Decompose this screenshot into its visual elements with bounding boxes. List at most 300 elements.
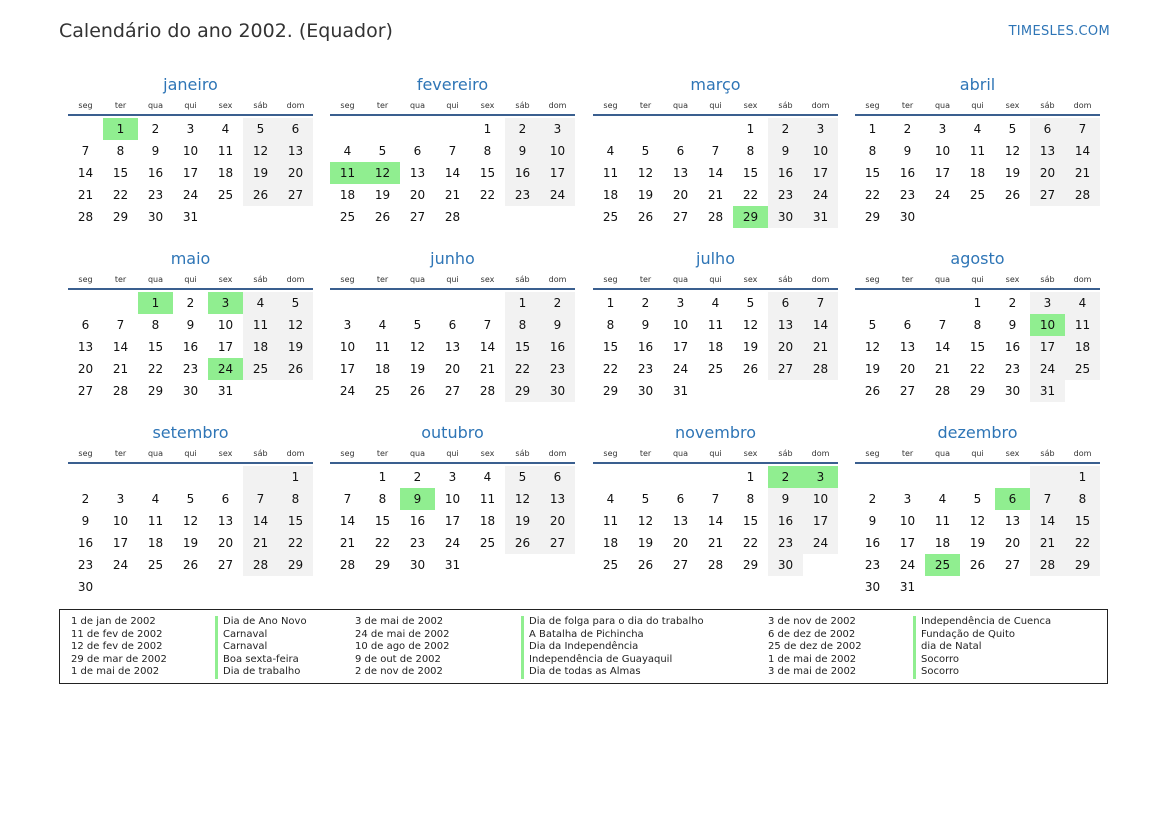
- holiday-day-cell: 3: [803, 466, 838, 488]
- day-cell: 9: [903, 144, 912, 158]
- weekday-label: ter: [639, 449, 652, 458]
- day-cell: 1: [1065, 466, 1100, 488]
- month-title: maio: [170, 249, 211, 268]
- site-link[interactable]: TIMESLES.COM: [1008, 24, 1110, 39]
- day-cell: 28: [707, 558, 724, 572]
- holiday-name: Independência de Guayaquil: [529, 653, 673, 665]
- day-cell: 25: [479, 536, 496, 550]
- weekday-label: seg: [865, 101, 880, 110]
- day-cell: 16: [637, 340, 654, 354]
- day-cell: 11: [147, 514, 164, 528]
- month-julho: [593, 246, 838, 402]
- day-cell: 16: [1004, 340, 1021, 354]
- weekday-label: sáb: [1040, 101, 1055, 110]
- day-cell: 18: [969, 166, 986, 180]
- day-cell: 5: [868, 318, 877, 332]
- day-cell: 14: [1065, 140, 1100, 162]
- weekday-label: sáb: [515, 449, 530, 458]
- holiday-name: Carnaval: [223, 628, 268, 640]
- day-cell: 24: [672, 362, 689, 376]
- day-cell: 29: [112, 210, 129, 224]
- month-outubro: [330, 420, 575, 576]
- holiday-name: Fundação de Quito: [921, 628, 1015, 640]
- weekday-label: qua: [934, 275, 951, 284]
- day-grid: [68, 292, 313, 402]
- day-cell: 4: [606, 492, 615, 506]
- day-cell: 17: [803, 510, 838, 532]
- day-cell: 17: [803, 162, 838, 184]
- day-cell: 16: [77, 536, 94, 550]
- day-cell: 16: [899, 166, 916, 180]
- month-janeiro: [68, 72, 313, 228]
- day-grid: [68, 118, 313, 228]
- day-cell: 6: [448, 318, 457, 332]
- day-cell: 19: [637, 536, 654, 550]
- day-cell: 19: [243, 162, 278, 184]
- day-cell: 20: [768, 336, 803, 358]
- day-cell: 6: [1030, 118, 1065, 140]
- day-cell: 5: [278, 292, 313, 314]
- day-cell: 23: [77, 558, 94, 572]
- weekday-label: sex: [480, 275, 495, 284]
- day-cell: 4: [343, 144, 352, 158]
- day-cell: 14: [77, 166, 94, 180]
- weekday-label: sáb: [253, 101, 268, 110]
- day-cell: 16: [540, 336, 575, 358]
- day-cell: 8: [606, 318, 615, 332]
- weekday-label: dom: [286, 275, 305, 284]
- holiday-name: A Batalha de Pichincha: [529, 628, 644, 640]
- day-cell: 13: [217, 514, 234, 528]
- day-cell: 17: [672, 340, 689, 354]
- day-cell: 4: [711, 296, 720, 310]
- day-cell: 30: [540, 380, 575, 402]
- day-cell: 10: [934, 144, 951, 158]
- weekday-label: ter: [639, 275, 652, 284]
- day-cell: 31: [182, 210, 199, 224]
- page-title: Calendário do ano 2002. (Equador): [59, 20, 393, 42]
- day-cell: 8: [116, 144, 125, 158]
- day-cell: 9: [540, 314, 575, 336]
- day-cell: 22: [742, 536, 759, 550]
- day-cell: 23: [768, 184, 803, 206]
- day-cell: 21: [707, 536, 724, 550]
- weekday-label: ter: [114, 449, 127, 458]
- day-cell: 10: [182, 144, 199, 158]
- day-cell: 10: [112, 514, 129, 528]
- day-cell: 25: [602, 558, 619, 572]
- holiday-names-column: [521, 616, 704, 679]
- weekday-label: qui: [709, 449, 722, 458]
- day-cell: 31: [672, 384, 689, 398]
- day-cell: 4: [151, 492, 160, 506]
- holiday-date: 1 de mai de 2002: [71, 666, 160, 678]
- weekday-label: qua: [147, 275, 164, 284]
- day-cell: 27: [768, 358, 803, 380]
- day-cell: 27: [899, 384, 916, 398]
- day-cell: 20: [278, 162, 313, 184]
- day-cell: 9: [505, 140, 540, 162]
- day-cell: 29: [505, 380, 540, 402]
- weekday-label: qua: [147, 449, 164, 458]
- day-cell: 15: [374, 514, 391, 528]
- day-cell-empty: [890, 466, 925, 488]
- day-cell: 20: [899, 362, 916, 376]
- day-cell: 26: [409, 384, 426, 398]
- day-cell: 22: [479, 188, 496, 202]
- weekday-label: sáb: [515, 101, 530, 110]
- weekday-label: sex: [743, 275, 758, 284]
- day-cell: 13: [1030, 140, 1065, 162]
- weekday-label: qui: [971, 101, 984, 110]
- day-grid: [593, 466, 838, 576]
- day-cell: 17: [1030, 336, 1065, 358]
- day-cell: 11: [707, 318, 724, 332]
- weekday-header: [593, 98, 838, 116]
- day-cell: 21: [339, 536, 356, 550]
- day-cell: 8: [483, 144, 492, 158]
- holiday-date: 24 de mai de 2002: [355, 628, 450, 640]
- day-cell: 14: [707, 166, 724, 180]
- day-cell: 19: [742, 340, 759, 354]
- day-cell: 6: [278, 118, 313, 140]
- month-title: julho: [696, 249, 735, 268]
- day-cell: 3: [343, 318, 352, 332]
- day-cell: 5: [641, 492, 650, 506]
- day-cell-empty: [330, 292, 365, 314]
- holiday-dates-column: [355, 616, 450, 679]
- holiday-date: 2 de nov de 2002: [355, 666, 443, 678]
- day-cell: 21: [707, 188, 724, 202]
- day-cell: 7: [483, 318, 492, 332]
- day-cell-empty: [103, 466, 138, 488]
- day-cell: 5: [186, 492, 195, 506]
- weekday-label: ter: [901, 449, 914, 458]
- weekday-label: sex: [1005, 275, 1020, 284]
- day-cell: 18: [707, 340, 724, 354]
- day-cell: 26: [505, 532, 540, 554]
- holiday-dates-column: [71, 616, 167, 679]
- holiday-name: Dia de todas as Almas: [529, 666, 641, 678]
- day-cell-empty: [365, 292, 400, 314]
- day-cell: 20: [1030, 162, 1065, 184]
- day-cell: 24: [444, 536, 461, 550]
- month-title: setembro: [152, 423, 229, 442]
- day-cell: 18: [147, 536, 164, 550]
- day-cell: 24: [899, 558, 916, 572]
- month-novembro: [593, 420, 838, 576]
- holiday-date: 11 de fev de 2002: [71, 628, 163, 640]
- day-cell-empty: [435, 292, 470, 314]
- weekday-header: [593, 446, 838, 464]
- day-cell: 3: [676, 296, 685, 310]
- weekday-label: qui: [184, 449, 197, 458]
- day-cell: 13: [768, 314, 803, 336]
- weekday-label: qui: [446, 449, 459, 458]
- holiday-names-column: [215, 616, 307, 679]
- day-cell: 6: [540, 466, 575, 488]
- day-cell: 13: [444, 340, 461, 354]
- day-cell: 23: [637, 362, 654, 376]
- weekday-label: qui: [971, 449, 984, 458]
- day-cell: 23: [899, 188, 916, 202]
- day-cell: 5: [746, 296, 755, 310]
- day-cell-empty: [628, 118, 663, 140]
- day-cell: 16: [768, 510, 803, 532]
- weekday-label: seg: [865, 275, 880, 284]
- holiday-name: Socorro: [921, 653, 960, 665]
- day-cell: 28: [77, 210, 94, 224]
- day-cell: 11: [934, 514, 951, 528]
- weekday-label: sáb: [778, 275, 793, 284]
- day-cell: 3: [1030, 292, 1065, 314]
- month-fevereiro: [330, 72, 575, 228]
- day-cell: 15: [505, 336, 540, 358]
- day-cell: 9: [768, 488, 803, 510]
- holiday-day-cell: 24: [208, 358, 243, 380]
- day-cell: 11: [602, 514, 619, 528]
- day-cell: 2: [505, 118, 540, 140]
- day-cell: 13: [278, 140, 313, 162]
- day-grid: [855, 466, 1100, 598]
- day-cell: 9: [641, 318, 650, 332]
- weekday-label: ter: [901, 275, 914, 284]
- day-cell-empty: [138, 466, 173, 488]
- day-cell-empty: [925, 466, 960, 488]
- day-cell: 17: [112, 536, 129, 550]
- day-cell: 13: [409, 166, 426, 180]
- day-cell: 18: [339, 188, 356, 202]
- weekday-label: sáb: [1040, 275, 1055, 284]
- day-cell: 1: [868, 122, 877, 136]
- day-cell: 15: [602, 340, 619, 354]
- day-cell: 26: [742, 362, 759, 376]
- holiday-names-column: [913, 616, 1051, 679]
- day-cell: 25: [374, 384, 391, 398]
- day-cell: 21: [803, 336, 838, 358]
- day-cell: 29: [742, 558, 759, 572]
- day-cell: 6: [768, 292, 803, 314]
- day-cell: 5: [641, 144, 650, 158]
- day-cell: 30: [409, 558, 426, 572]
- day-cell: 17: [339, 362, 356, 376]
- day-cell: 23: [1004, 362, 1021, 376]
- day-cell-empty: [663, 118, 698, 140]
- day-grid: [330, 466, 575, 576]
- day-cell: 15: [1065, 510, 1100, 532]
- day-cell: 16: [409, 514, 426, 528]
- day-cell: 18: [602, 188, 619, 202]
- day-cell: 30: [77, 580, 94, 594]
- day-cell: 8: [868, 144, 877, 158]
- day-cell: 2: [186, 296, 195, 310]
- day-grid: [855, 118, 1100, 228]
- day-cell: 2: [641, 296, 650, 310]
- weekday-label: dom: [811, 275, 830, 284]
- day-cell: 8: [746, 492, 755, 506]
- weekday-label: qui: [709, 101, 722, 110]
- day-cell: 20: [1004, 536, 1021, 550]
- month-maio: [68, 246, 313, 402]
- day-cell: 24: [803, 184, 838, 206]
- day-cell: 27: [278, 184, 313, 206]
- day-cell: 29: [969, 384, 986, 398]
- holiday-date: 3 de nov de 2002: [768, 616, 856, 627]
- weekday-label: qui: [971, 275, 984, 284]
- day-cell: 26: [637, 558, 654, 572]
- day-cell: 26: [864, 384, 881, 398]
- day-cell: 19: [1004, 166, 1021, 180]
- day-cell: 4: [938, 492, 947, 506]
- day-cell: 14: [1030, 510, 1065, 532]
- month-setembro: [68, 420, 313, 598]
- day-cell: 8: [1065, 488, 1100, 510]
- weekday-label: dom: [1073, 449, 1092, 458]
- day-cell: 12: [637, 166, 654, 180]
- day-cell: 2: [868, 492, 877, 506]
- day-cell: 30: [899, 210, 916, 224]
- day-cell: 17: [540, 162, 575, 184]
- day-cell: 24: [540, 184, 575, 206]
- day-cell: 31: [899, 580, 916, 594]
- day-cell: 31: [444, 558, 461, 572]
- day-cell: 20: [540, 510, 575, 532]
- weekday-label: seg: [340, 449, 355, 458]
- weekday-header: [330, 98, 575, 116]
- weekday-label: qua: [672, 275, 689, 284]
- weekday-label: dom: [286, 101, 305, 110]
- weekday-label: dom: [548, 275, 567, 284]
- holiday-day-cell: 2: [768, 466, 803, 488]
- day-cell-empty: [208, 466, 243, 488]
- weekday-header: [855, 446, 1100, 464]
- day-cell: 12: [278, 314, 313, 336]
- weekday-label: sáb: [253, 449, 268, 458]
- day-cell: 23: [540, 358, 575, 380]
- day-cell: 27: [672, 210, 689, 224]
- month-title: outubro: [421, 423, 484, 442]
- day-cell: 7: [343, 492, 352, 506]
- weekday-label: sex: [218, 101, 233, 110]
- day-cell: 4: [973, 122, 982, 136]
- day-cell: 1: [278, 466, 313, 488]
- day-cell: 25: [602, 210, 619, 224]
- day-cell-empty: [593, 118, 628, 140]
- day-cell: 29: [147, 384, 164, 398]
- holiday-day-cell: 10: [1030, 314, 1065, 336]
- month-março: [593, 72, 838, 228]
- day-cell: 14: [112, 340, 129, 354]
- day-cell: 19: [374, 188, 391, 202]
- holiday-name: Dia de Ano Novo: [223, 616, 307, 627]
- day-cell: 12: [1004, 144, 1021, 158]
- day-cell: 3: [803, 118, 838, 140]
- day-cell: 11: [217, 144, 234, 158]
- day-cell: 8: [278, 488, 313, 510]
- month-title: abril: [959, 75, 996, 94]
- day-cell: 10: [540, 140, 575, 162]
- weekday-label: dom: [811, 101, 830, 110]
- day-cell-empty: [330, 118, 365, 140]
- day-cell: 10: [339, 340, 356, 354]
- day-cell: 9: [768, 140, 803, 162]
- weekday-label: sáb: [515, 275, 530, 284]
- holiday-date: 1 de mai de 2002: [768, 653, 857, 665]
- day-cell: 30: [147, 210, 164, 224]
- day-cell: 7: [81, 144, 90, 158]
- day-cell: 8: [746, 144, 755, 158]
- day-cell: 10: [803, 488, 838, 510]
- day-cell: 15: [742, 514, 759, 528]
- day-cell: 10: [899, 514, 916, 528]
- day-cell: 3: [938, 122, 947, 136]
- day-cell: 18: [479, 514, 496, 528]
- day-cell: 22: [864, 188, 881, 202]
- weekday-label: ter: [376, 449, 389, 458]
- day-cell: 19: [864, 362, 881, 376]
- day-cell: 25: [147, 558, 164, 572]
- holiday-day-cell: 9: [400, 488, 435, 510]
- day-cell: 20: [409, 188, 426, 202]
- day-cell: 20: [217, 536, 234, 550]
- day-cell: 11: [243, 314, 278, 336]
- day-cell: 3: [186, 122, 195, 136]
- day-cell: 4: [243, 292, 278, 314]
- day-cell: 20: [672, 188, 689, 202]
- day-cell: 27: [540, 532, 575, 554]
- day-cell: 24: [1030, 358, 1065, 380]
- day-cell: 26: [374, 210, 391, 224]
- day-cell: 5: [413, 318, 422, 332]
- weekday-label: ter: [376, 275, 389, 284]
- month-junho: [330, 246, 575, 402]
- day-cell: 17: [217, 340, 234, 354]
- day-cell: 14: [707, 514, 724, 528]
- day-cell: 2: [903, 122, 912, 136]
- day-cell: 28: [444, 210, 461, 224]
- weekday-label: seg: [78, 101, 93, 110]
- day-cell: 24: [339, 384, 356, 398]
- day-cell: 15: [969, 340, 986, 354]
- day-cell: 28: [707, 210, 724, 224]
- day-cell: 12: [243, 140, 278, 162]
- day-cell-empty: [435, 118, 470, 140]
- day-cell: 6: [903, 318, 912, 332]
- day-cell: 27: [672, 558, 689, 572]
- day-cell: 8: [378, 492, 387, 506]
- day-cell: 18: [602, 536, 619, 550]
- weekday-label: dom: [548, 101, 567, 110]
- holiday-day-cell: 12: [365, 162, 400, 184]
- holiday-day-cell: 1: [103, 118, 138, 140]
- day-cell: 26: [969, 558, 986, 572]
- day-cell-empty: [365, 118, 400, 140]
- day-cell: 16: [182, 340, 199, 354]
- month-title: junho: [430, 249, 475, 268]
- day-cell: 18: [217, 166, 234, 180]
- day-cell: 8: [505, 314, 540, 336]
- weekday-label: dom: [548, 449, 567, 458]
- day-grid: [330, 292, 575, 402]
- holiday-name: Independência de Cuenca: [921, 616, 1052, 627]
- day-cell: 15: [479, 166, 496, 180]
- holiday-date: 6 de dez de 2002: [768, 628, 856, 640]
- day-cell: 9: [1008, 318, 1017, 332]
- day-cell-empty: [593, 466, 628, 488]
- holiday-name: Dia de trabalho: [223, 666, 301, 678]
- day-cell: 31: [217, 384, 234, 398]
- day-cell: 26: [1004, 188, 1021, 202]
